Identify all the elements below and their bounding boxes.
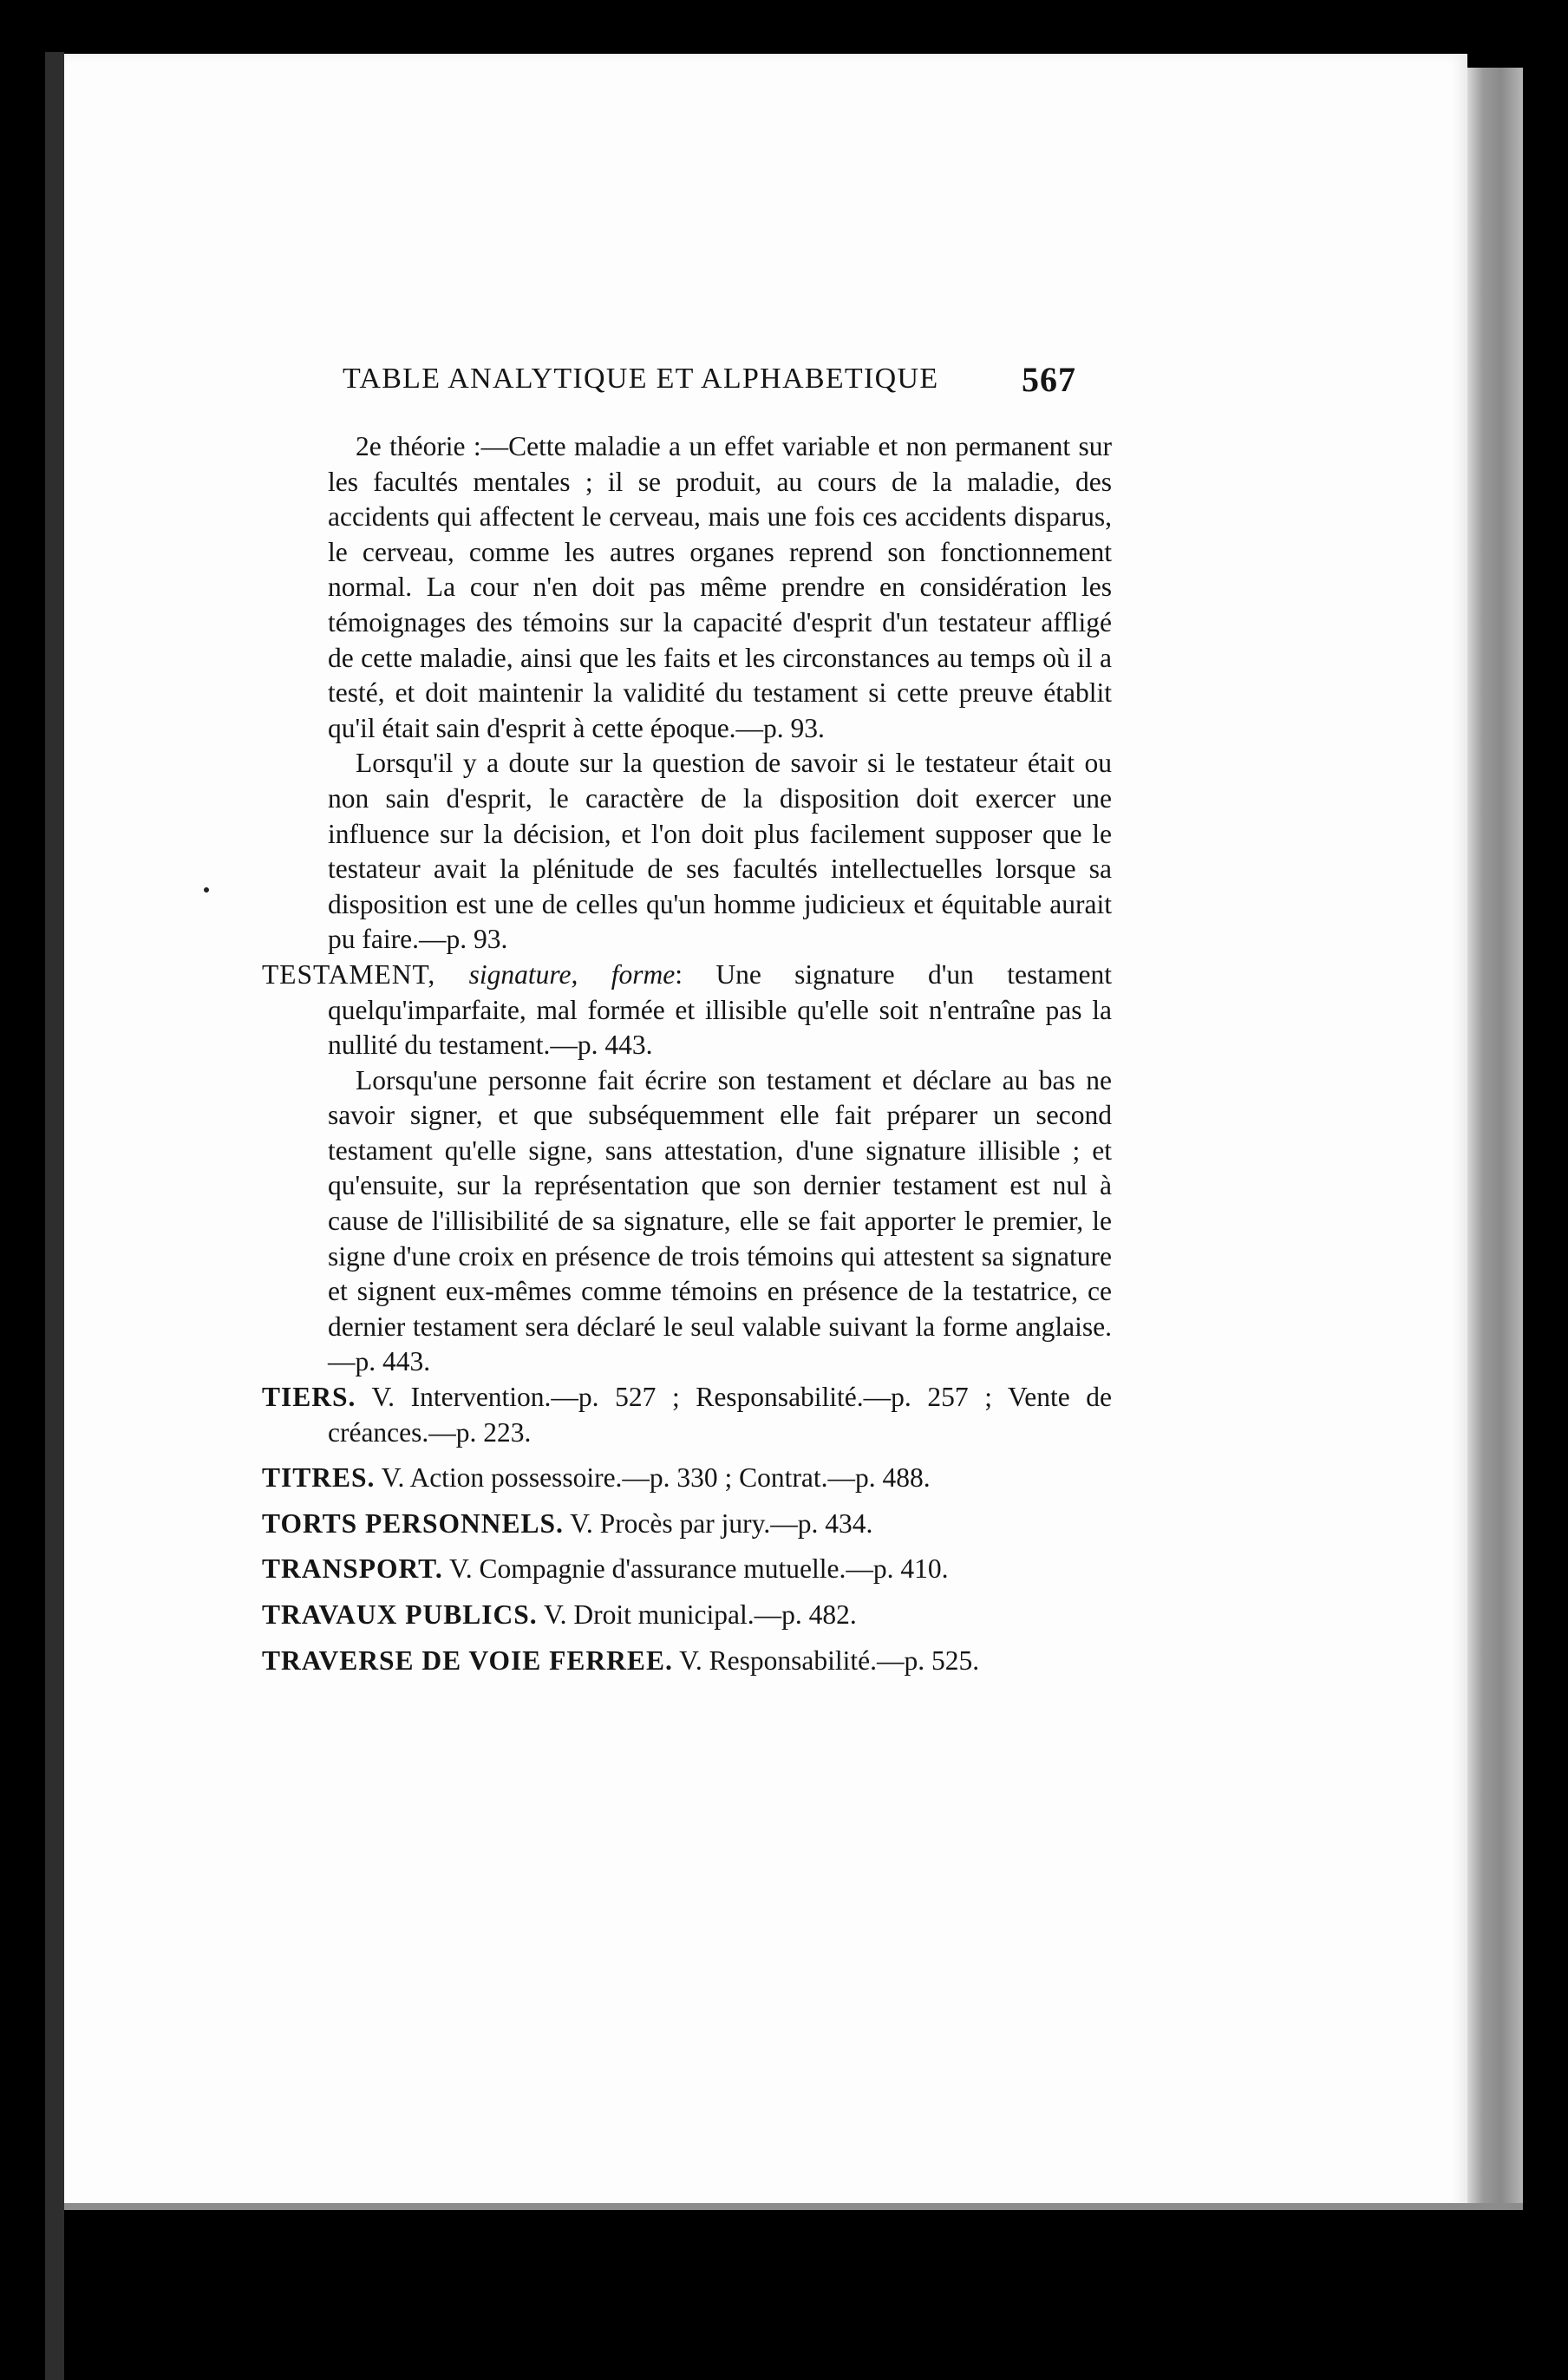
entry-text: : Une signature d'un testament quelqu'imparfaite, mal formée et illisible qu'elle soit n'entraîne pas la nullité du testament.—p. 443. bbox=[328, 958, 1113, 1061]
entry-heading: TITRES. bbox=[262, 1462, 376, 1494]
entry-subheading: signature, forme bbox=[468, 958, 676, 990]
index-entry-testament-followup: Lorsqu'une personne fait écrire son testament et déclare au bas ne savoir signer, et que subséquemment elle fait préparer un second testament qu'elle signe, sans attestation, d'une signature illisible ; et qu'ensuite, sur la représentation que son dernier testament est nul à cause de l'illisibilité de sa signature, elle se fait apporter le premier, le signe d'une croix en présence de trois témoins qui attestent sa signature et signent eux-mêmes comme témoins en présence de la testatrice, ce dernier testament sera déclaré le seul valable suivant la forme anglaise.—p. 443. bbox=[328, 1064, 1112, 1377]
entry-heading: TORTS PERSONNELS. bbox=[262, 1507, 564, 1539]
entry-text: V. Procès par jury.—p. 434. bbox=[570, 1507, 873, 1539]
index-content bbox=[262, 429, 1112, 1678]
index-entry-transport bbox=[262, 1552, 1112, 1587]
page-number: 567 bbox=[1022, 360, 1076, 399]
page-edge-stack bbox=[1467, 68, 1523, 2210]
scan-gutter-shadow bbox=[45, 52, 64, 2380]
index-entry-traverse-de-voie-ferree bbox=[262, 1644, 1112, 1679]
scan-border-right bbox=[1523, 0, 1568, 2380]
index-entry-testament bbox=[262, 958, 1112, 1063]
entry-heading: TRAVAUX PUBLICS. bbox=[262, 1599, 538, 1630]
scan-border-left bbox=[0, 0, 45, 2380]
continuation-paragraph-1: 2e théorie :—Cette maladie a un effet variable et non permanent sur les facultés mentales ; il se produit, au cours de la maladie, des accidents qui affectent le cerveau, mais une fois ces accidents disparus, le cerveau, comme les autres organes reprend son fonctionnement normal. La cour n'en doit pas même prendre en considération les témoignages des témoins sur la capacité d'esprit d'un testateur affligé de cette maladie, ainsi que les faits et les circonstances au temps où il a testé, et doit maintenir la validité du testament si cette preuve établit qu'il était sain d'esprit à cette époque.—p. 93. bbox=[328, 431, 1112, 743]
entry-text: V. Droit municipal.—p. 482. bbox=[543, 1599, 857, 1630]
index-entry-torts-personnels bbox=[262, 1507, 1112, 1542]
entry-text: V. Responsabilité.—p. 525. bbox=[679, 1644, 980, 1676]
entry-heading: TRANSPORT. bbox=[262, 1553, 443, 1585]
entry-heading: TIERS. bbox=[262, 1382, 356, 1413]
entry-heading: TESTAMENT, bbox=[262, 958, 436, 990]
index-entry-travaux-publics bbox=[262, 1598, 1112, 1633]
entry-text: V. Action possessoire.—p. 330 ; Contrat.—p. 488. bbox=[381, 1462, 931, 1494]
index-entry-tiers bbox=[262, 1380, 1112, 1450]
entry-text: V. Compagnie d'assurance mutuelle.—p. 410. bbox=[449, 1553, 949, 1585]
entry-text: V. Intervention.—p. 527 ; Responsabilité.—p. 257 ; Vente de créances.—p. 223. bbox=[328, 1382, 1113, 1448]
index-entry-titres bbox=[262, 1461, 1112, 1496]
stray-ink-dot bbox=[204, 887, 209, 892]
entry-heading: TRAVERSE DE VOIE FERREE. bbox=[262, 1644, 673, 1676]
continuation-paragraph-2: Lorsqu'il y a doute sur la question de savoir si le testateur était ou non sain d'esprit, le caractère de la disposition doit exercer une influence sur la décision, et l'on doit plus facilement supposer que le testateur avait la plénitude de ses facultés intellectuelles lorsque sa disposition est une de celles qu'un homme judicieux et équitable aurait pu faire.—p. 93. bbox=[328, 748, 1112, 955]
running-title: TABLE ANALYTIQUE ET ALPHABETIQUE bbox=[343, 363, 939, 395]
scan-border-bottom bbox=[64, 2210, 1568, 2380]
